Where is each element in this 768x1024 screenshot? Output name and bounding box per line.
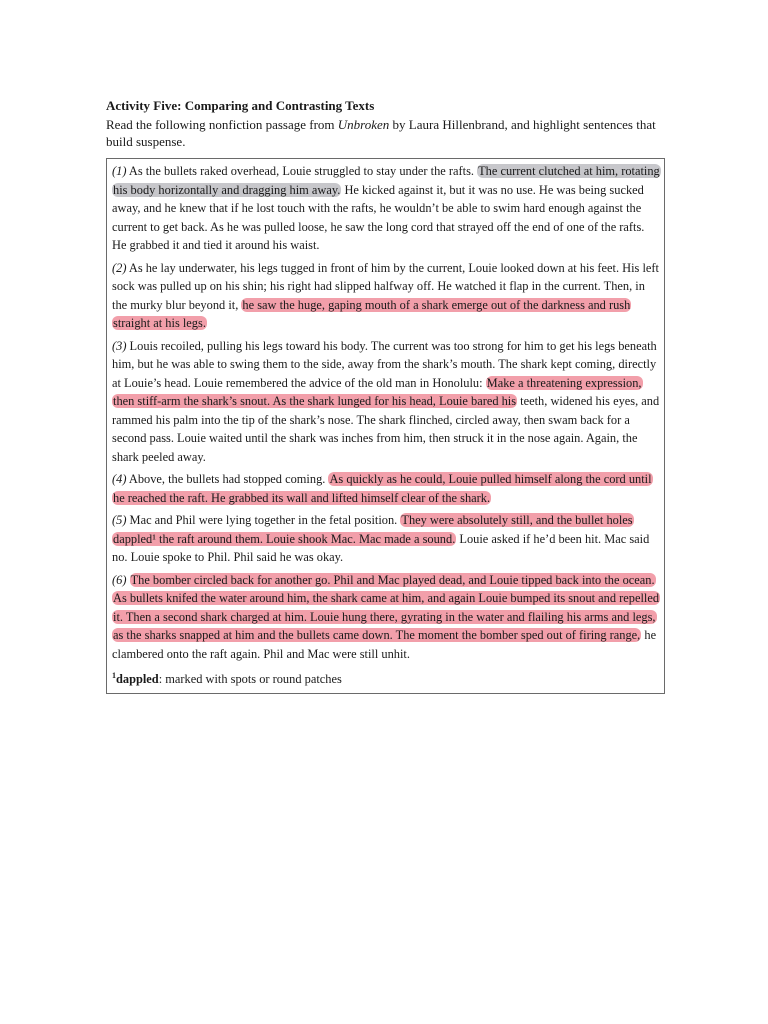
- passage-paragraphs: [112, 162, 660, 663]
- instructions: [106, 116, 664, 150]
- highlighted-sentence: Make a threatening expression, then stiff-arm the shark’s snout. As the shark lunged for his head, Louie bared his: [113, 375, 642, 408]
- paragraph-number: (5): [112, 513, 127, 527]
- footnote-definition: : marked with spots or round patches: [158, 672, 342, 687]
- passage-paragraph: [112, 259, 660, 333]
- passage-text: teeth, widened his eyes, and rammed his palm into the tip of the shark’s nose. The shark flinched, circled away, then swam back for a second pass. Louie waited until the shark was inches from him, then struck it in the nose again. Again, the shark peeled away.: [112, 394, 660, 464]
- passage-box: [106, 158, 665, 694]
- paragraph-number: (1): [112, 164, 127, 178]
- passage-text: Above, the bullets had stopped coming.: [126, 472, 329, 486]
- passage-paragraph: [112, 162, 660, 255]
- highlighted-sentence: The bomber circled back for another go. Phil and Mac played dead, and Louie tipped back into the ocean. As bullets knifed the water around him, the shark came at him, and again Louie bumped its snout and repelled it. Then a second shark charged at him. Louie hung there, gyrating in the water and flailing his arms and legs, as the sharks snapped at him and the bullets came down. The moment the bomber sped out of firing range,: [113, 572, 660, 642]
- highlighted-sentence: As quickly as he could, Louie pulled himself along the cord until he reached the raft. He grabbed its wall and lifted himself clear of the shark.: [113, 472, 652, 505]
- passage-text: Louie asked if he’d been hit. Mac said no. Louie spoke to Phil. Phil said he was okay.: [112, 531, 650, 564]
- passage-text: He kicked against it, but it was no use. He was being sucked away, and he knew that if he lost touch with the rafts, he wouldn’t be able to swim hard enough against the current to get back. As he was pulled loose, he saw the long cord that strayed off the end of one of the rafts. He grabbed it and tied it around his waist.: [112, 182, 645, 252]
- passage-paragraph: [112, 511, 660, 567]
- paragraph-number: (2): [112, 260, 127, 275]
- passage-text: Mac and Phil were lying together in the fetal position.: [126, 513, 401, 527]
- instructions-before: Read the following nonfiction passage from: [106, 117, 338, 132]
- instructions-after: by Laura Hillenbrand, and highlight sentences that build suspense.: [106, 117, 656, 149]
- passage-text: Louis recoiled, pulling his legs toward his body. The current was too strong for him to get his legs beneath him, but he was able to swing them to the side, away from the shark’s mouth. The shark kept coming, directly at Louie’s head. Louie remembered the advice of the old man in Honolulu:: [112, 338, 657, 390]
- passage-text: he clambered onto the raft again. Phil and Mac were still unhit.: [112, 628, 657, 661]
- passage-paragraph: [112, 337, 660, 467]
- paragraph-number: (3): [112, 338, 127, 353]
- paragraph-number: (4): [112, 472, 127, 486]
- book-title: Unbroken: [337, 117, 390, 132]
- footnote: [112, 667, 660, 688]
- passage-paragraph: [112, 470, 660, 507]
- passage-paragraph: [112, 571, 660, 664]
- passage-text: As he lay underwater, his legs tugged in front of him by the current, Louie looked down at his feet. His left sock was pulled up on his shin; his right had slipped halfway off. He watched it flap in the current. Then, in the murky blur beyond it,: [112, 260, 659, 312]
- activity-title: Activity Five: Comparing and Contrasting Texts: [106, 98, 375, 113]
- worksheet: [106, 97, 664, 694]
- footnote-term: dappled: [116, 672, 159, 687]
- passage-text: As the bullets raked overhead, Louie struggled to stay under the rafts.: [126, 164, 478, 178]
- footnote-marker: 1: [112, 671, 116, 680]
- highlighted-sentence: The current clutched at him, rotating his body horizontally and dragging him away.: [113, 164, 660, 197]
- paragraph-number: (6): [112, 572, 127, 587]
- highlighted-sentence: They were absolutely still, and the bullet holes dappled¹ the raft around them. Louie shook Mac. Mac made a sound.: [113, 513, 633, 546]
- highlighted-sentence: he saw the huge, gaping mouth of a shark emerge out of the darkness and rush straight at his legs.: [113, 297, 631, 330]
